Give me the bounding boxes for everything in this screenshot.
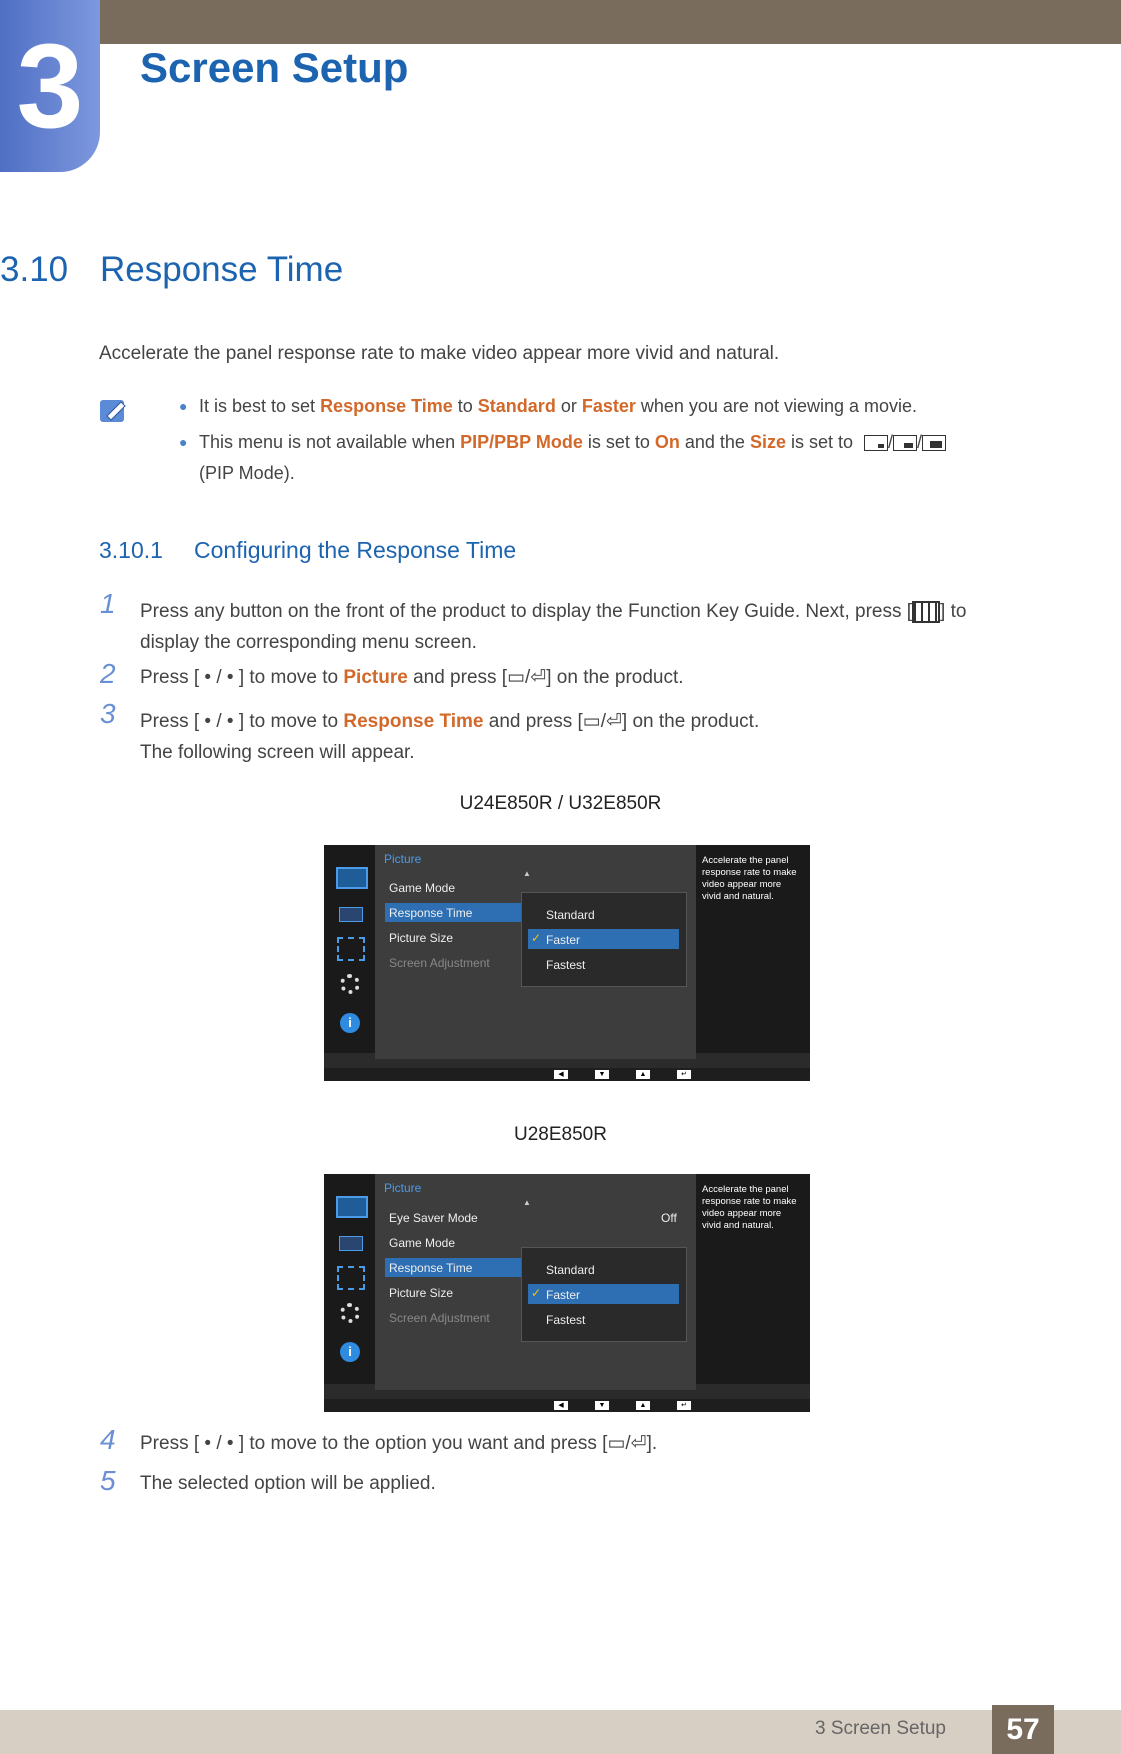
note-highlight: PIP/PBP Mode: [460, 432, 583, 452]
step-text: ] to: [940, 601, 967, 622]
page-number: 57: [992, 1705, 1054, 1754]
step-text: display the corresponding menu screen.: [140, 632, 477, 653]
osd-option-selected[interactable]: Faster: [546, 933, 581, 947]
step-text: ] on the product.: [546, 667, 684, 688]
note-text: This menu is not available when: [199, 432, 461, 452]
subsection-number: 3.10.1: [99, 537, 163, 563]
check-icon: ✓: [531, 1286, 542, 1300]
osd-menu-title: Picture: [384, 852, 422, 866]
osd-help-line: response rate to make: [702, 1196, 797, 1207]
section-name: Response Time: [100, 250, 344, 289]
gear-icon: [340, 1303, 360, 1323]
step-2: [100, 658, 684, 689]
model-label-1: U24E850R / U32E850R: [459, 793, 662, 814]
osd-help-line: vivid and natural.: [702, 1220, 774, 1231]
osd-help-text: [702, 1184, 797, 1232]
position-icon: [337, 937, 365, 961]
bullet-icon: ●: [179, 398, 188, 414]
chapter-number: 3: [0, 0, 100, 172]
osd-button-bar: [324, 1068, 810, 1081]
scroll-up-icon: ▲: [523, 869, 531, 878]
position-icon: [337, 1266, 365, 1290]
note-highlight: Size: [749, 432, 786, 452]
down-button-icon: ▼: [595, 1070, 609, 1079]
osd-item[interactable]: Picture Size: [389, 931, 454, 945]
onscreen-display-icon: [339, 907, 363, 922]
step-text: The following screen will appear.: [140, 742, 415, 763]
step-highlight: Response Time: [343, 711, 484, 732]
osd-item-disabled: Screen Adjustment: [389, 956, 490, 970]
section-number: 3.10: [0, 250, 69, 289]
osd-menu-title: Picture: [384, 1181, 422, 1195]
osd-item[interactable]: Eye Saver Mode: [389, 1211, 478, 1225]
note-text: is set to: [582, 432, 655, 452]
osd-help-panel: [696, 845, 810, 1053]
osd-options-popup: [521, 892, 687, 987]
step-text: Press [ • / • ] to move to: [140, 667, 344, 688]
pip-size-large-icon: [922, 435, 946, 451]
intro-text: Accelerate the panel response rate to make video appear more vivid and natural.: [99, 343, 780, 364]
subsection-name: Configuring the Response Time: [194, 537, 517, 563]
osd-menu-panel: [375, 845, 696, 1059]
note-text: to: [452, 396, 478, 416]
osd-screen-1: [324, 845, 810, 1081]
osd-item[interactable]: Picture Size: [389, 1286, 454, 1300]
osd-button-bar: [324, 1399, 810, 1412]
note-highlight: On: [654, 432, 680, 452]
step-text: Press [ • / • ] to move to the option you want and press [: [140, 1433, 608, 1454]
source-enter-key-icon: ▭/⏎: [507, 667, 547, 688]
menu-key-icon: [912, 601, 940, 623]
note-2: ● This menu is not available when PIP/PBP Mode is set to On and the Size is set to / / (PIP Mode).: [199, 432, 1059, 484]
osd-help-line: Accelerate the panel: [702, 855, 789, 866]
down-button-icon: ▼: [595, 1401, 609, 1410]
chapter-title: Screen Setup: [140, 44, 409, 91]
step-text: The selected option will be applied.: [140, 1473, 436, 1494]
osd-item-selected[interactable]: Response Time: [389, 906, 473, 920]
note-text: is set to: [785, 432, 853, 452]
model-label-2: U28E850R: [514, 1124, 607, 1145]
enter-button-icon: ↵: [677, 1070, 691, 1079]
osd-help-panel: [696, 1174, 810, 1384]
step-4: [100, 1424, 658, 1455]
osd-item-disabled: Screen Adjustment: [389, 1311, 490, 1325]
step-highlight: Picture: [343, 667, 408, 688]
osd-icon-column: [324, 845, 375, 1053]
osd-help-text: [702, 855, 797, 903]
step-text: ] on the product.: [621, 711, 760, 732]
osd-help-line: response rate to make: [702, 867, 797, 878]
left-button-icon: ◀: [554, 1401, 568, 1410]
left-button-icon: ◀: [554, 1070, 568, 1079]
note-highlight: Standard: [477, 396, 556, 416]
osd-option[interactable]: Fastest: [546, 958, 586, 972]
enter-button-icon: ↵: [677, 1401, 691, 1410]
subsection-title: [99, 537, 516, 564]
up-button-icon: ▲: [636, 1401, 650, 1410]
note-text: or: [555, 396, 582, 416]
pip-size-medium-icon: [893, 435, 917, 451]
step-text: and press [: [483, 711, 583, 732]
picture-icon: [336, 867, 368, 889]
note-text: (PIP Mode).: [199, 463, 295, 483]
onscreen-display-icon: [339, 1236, 363, 1251]
bullet-icon: ●: [179, 434, 188, 450]
osd-item[interactable]: Game Mode: [389, 1236, 456, 1250]
osd-item-selected[interactable]: Response Time: [389, 1261, 473, 1275]
osd-help-line: vivid and natural.: [702, 891, 774, 902]
check-icon: ✓: [531, 931, 542, 945]
step-text: Press [ • / • ] to move to: [140, 711, 344, 732]
note-text: It is best to set: [199, 396, 321, 416]
up-button-icon: ▲: [636, 1070, 650, 1079]
osd-help-line: Accelerate the panel: [702, 1184, 789, 1195]
source-enter-key-icon: ▭/⏎: [582, 711, 622, 732]
osd-screen-2: [324, 1174, 810, 1412]
gear-icon: [340, 974, 360, 994]
info-icon: i: [340, 1342, 360, 1362]
step-text: Press any button on the front of the product to display the Function Key Guide. Next, press [: [140, 601, 913, 622]
note-highlight: Response Time: [320, 396, 453, 416]
header-bar: [0, 0, 1121, 44]
osd-icon-column: [324, 1174, 375, 1384]
step-text: and press [: [407, 667, 508, 688]
source-enter-key-icon: ▭/⏎: [607, 1433, 647, 1454]
step-number: 5: [100, 1465, 116, 1496]
note-1: [179, 396, 918, 417]
section-title: [0, 250, 343, 290]
step-1: [100, 588, 1040, 658]
pip-size-small-icon: [864, 435, 888, 451]
osd-help-line: video appear more: [702, 1208, 782, 1219]
step-number: 3: [100, 698, 116, 729]
info-icon: i: [340, 1013, 360, 1033]
picture-icon: [336, 1196, 368, 1218]
step-3: [100, 698, 760, 768]
footer-chapter: 3 Screen Setup: [815, 1718, 946, 1739]
osd-help-line: video appear more: [702, 879, 782, 890]
osd-menu-panel: [375, 1174, 696, 1390]
osd-option[interactable]: Standard: [546, 908, 595, 922]
step-number: 2: [100, 658, 116, 689]
osd-option[interactable]: Standard: [546, 1263, 595, 1277]
osd-option[interactable]: Fastest: [546, 1313, 586, 1327]
osd-item-value: Off: [661, 1211, 677, 1225]
note-text: when you are not viewing a movie.: [635, 396, 918, 416]
note-text: and the: [679, 432, 750, 452]
osd-option-selected[interactable]: Faster: [546, 1288, 581, 1302]
step-number: 1: [100, 588, 116, 619]
scroll-up-icon: ▲: [523, 1198, 531, 1207]
note-icon: [99, 396, 129, 426]
note-highlight: Faster: [581, 396, 636, 416]
osd-options-popup: [521, 1247, 687, 1342]
step-text: ].: [646, 1433, 658, 1454]
osd-item[interactable]: Game Mode: [389, 881, 456, 895]
footer-bar: [0, 1710, 1121, 1754]
step-5: [100, 1465, 436, 1496]
step-number: 4: [100, 1424, 116, 1455]
